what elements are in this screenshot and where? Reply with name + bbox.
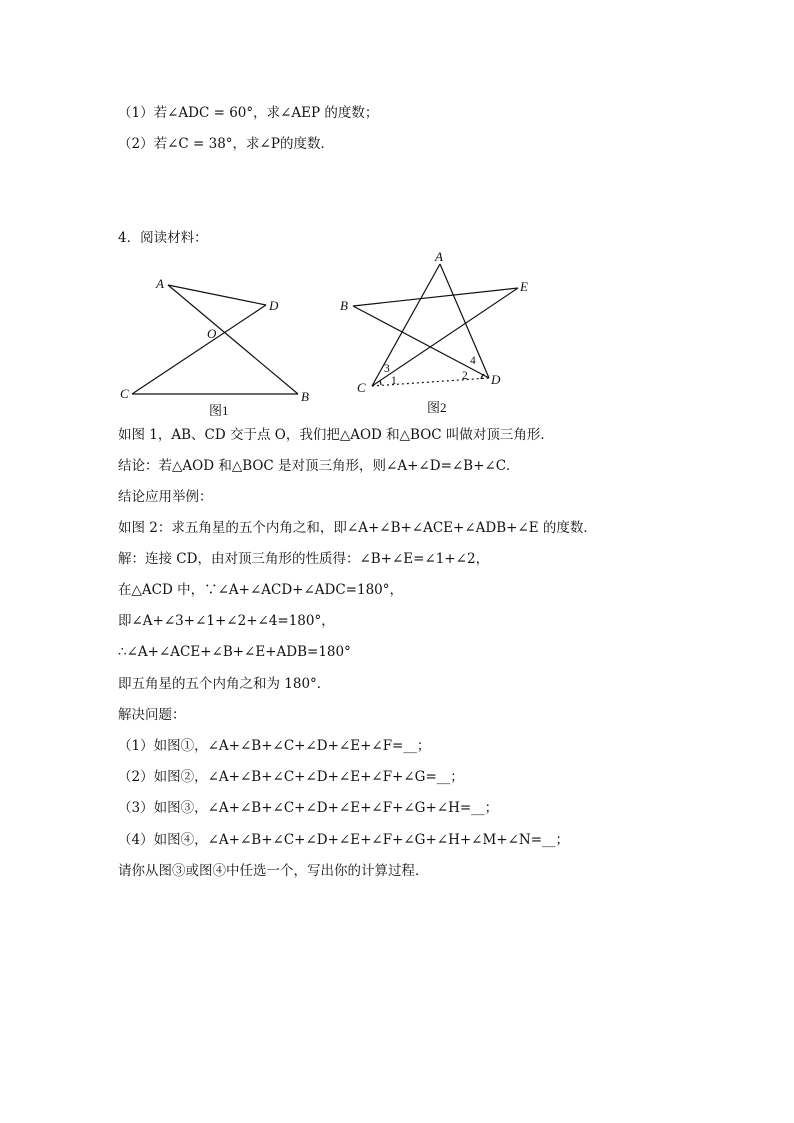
fig1-caption: 图1 [209,403,229,418]
text-line-11: （1）如图①，∠A+∠B+∠C+∠D+∠E+∠F=__； [118,738,431,754]
fig1-label-O: O [207,326,217,341]
text-line-12: （2）如图②，∠A+∠B+∠C+∠D+∠E+∠F+∠G=__； [118,769,464,785]
fig2-segment-CD-dashed [372,378,489,386]
text-line-10: 解决问题： [118,707,186,723]
text-line-2: 结论：若△AOD 和△BOC 是对顶三角形，则∠A+∠D=∠B+∠C． [118,458,520,474]
fig2-segment-AD [440,264,489,378]
fig1-label-C: C [120,386,129,401]
fig2-label-B: B [340,298,348,313]
q4-heading: 4．阅读材料： [118,230,208,246]
figure-1 [110,270,320,420]
fig1-label-B: B [301,389,309,404]
text-line-1: 如图 1，AB、CD 交于点 O，我们把△AOD 和△BOC 叫做对顶三角形． [118,427,554,443]
fig2-angle-label-1: 1 [391,375,397,387]
fig2-angle-arc-C [380,381,381,385]
fig2-segment-AC [372,264,440,386]
q3-part2: （2）若∠C = 38°，求∠P的度数． [118,136,334,152]
fig1-segment-AD [168,285,266,305]
q3-part1: （1）若∠ADC = 60°，求∠AEP 的度数； [118,105,379,121]
fig2-angle-label-2: 2 [462,370,468,382]
text-line-13: （3）如图③，∠A+∠B+∠C+∠D+∠E+∠F+∠G+∠H=__； [118,800,499,816]
text-line-5: 解：连接 CD，由对顶三角形的性质得：∠B+∠E=∠1+∠2， [118,551,490,567]
fig1-segment-CD [132,305,266,394]
fig2-label-D: D [491,372,501,387]
text-line-4: 如图 2：求五角星的五个内角之和，即∠A+∠B+∠ACE+∠ADB+∠E 的度数． [118,520,597,536]
text-line-7: 即∠A+∠3+∠1+∠2+∠4=180°， [118,613,335,629]
fig1-segment-AB [168,285,298,394]
fig2-label-C: C [357,380,366,395]
text-line-3: 结论应用举例： [118,489,213,505]
text-line-14: （4）如图④，∠A+∠B+∠C+∠D+∠E+∠F+∠G+∠H+∠M+∠N=__； [118,832,570,848]
fig1-label-D: D [269,298,279,313]
text-line-6: 在△ACD 中，∵∠A+∠ACD+∠ADC=180°， [118,582,404,598]
fig2-label-A: A [435,249,443,264]
fig2-label-E: E [520,279,528,294]
fig2-segment-BE [353,288,518,306]
text-line-15: 请你从图③或图④中任选一个，写出你的计算过程． [118,863,429,879]
fig2-segment-BD [353,306,489,378]
figure-2 [335,248,545,420]
text-line-8: ∴∠A+∠ACE+∠B+∠E+ADB=180° [118,644,351,660]
fig2-caption: 图2 [427,400,447,415]
fig1-label-A: A [156,276,164,291]
fig2-angle-label-3: 3 [384,363,390,375]
fig2-angle-label-4: 4 [470,355,476,367]
text-line-9: 即五角星的五个内角之和为 180°． [118,676,331,692]
